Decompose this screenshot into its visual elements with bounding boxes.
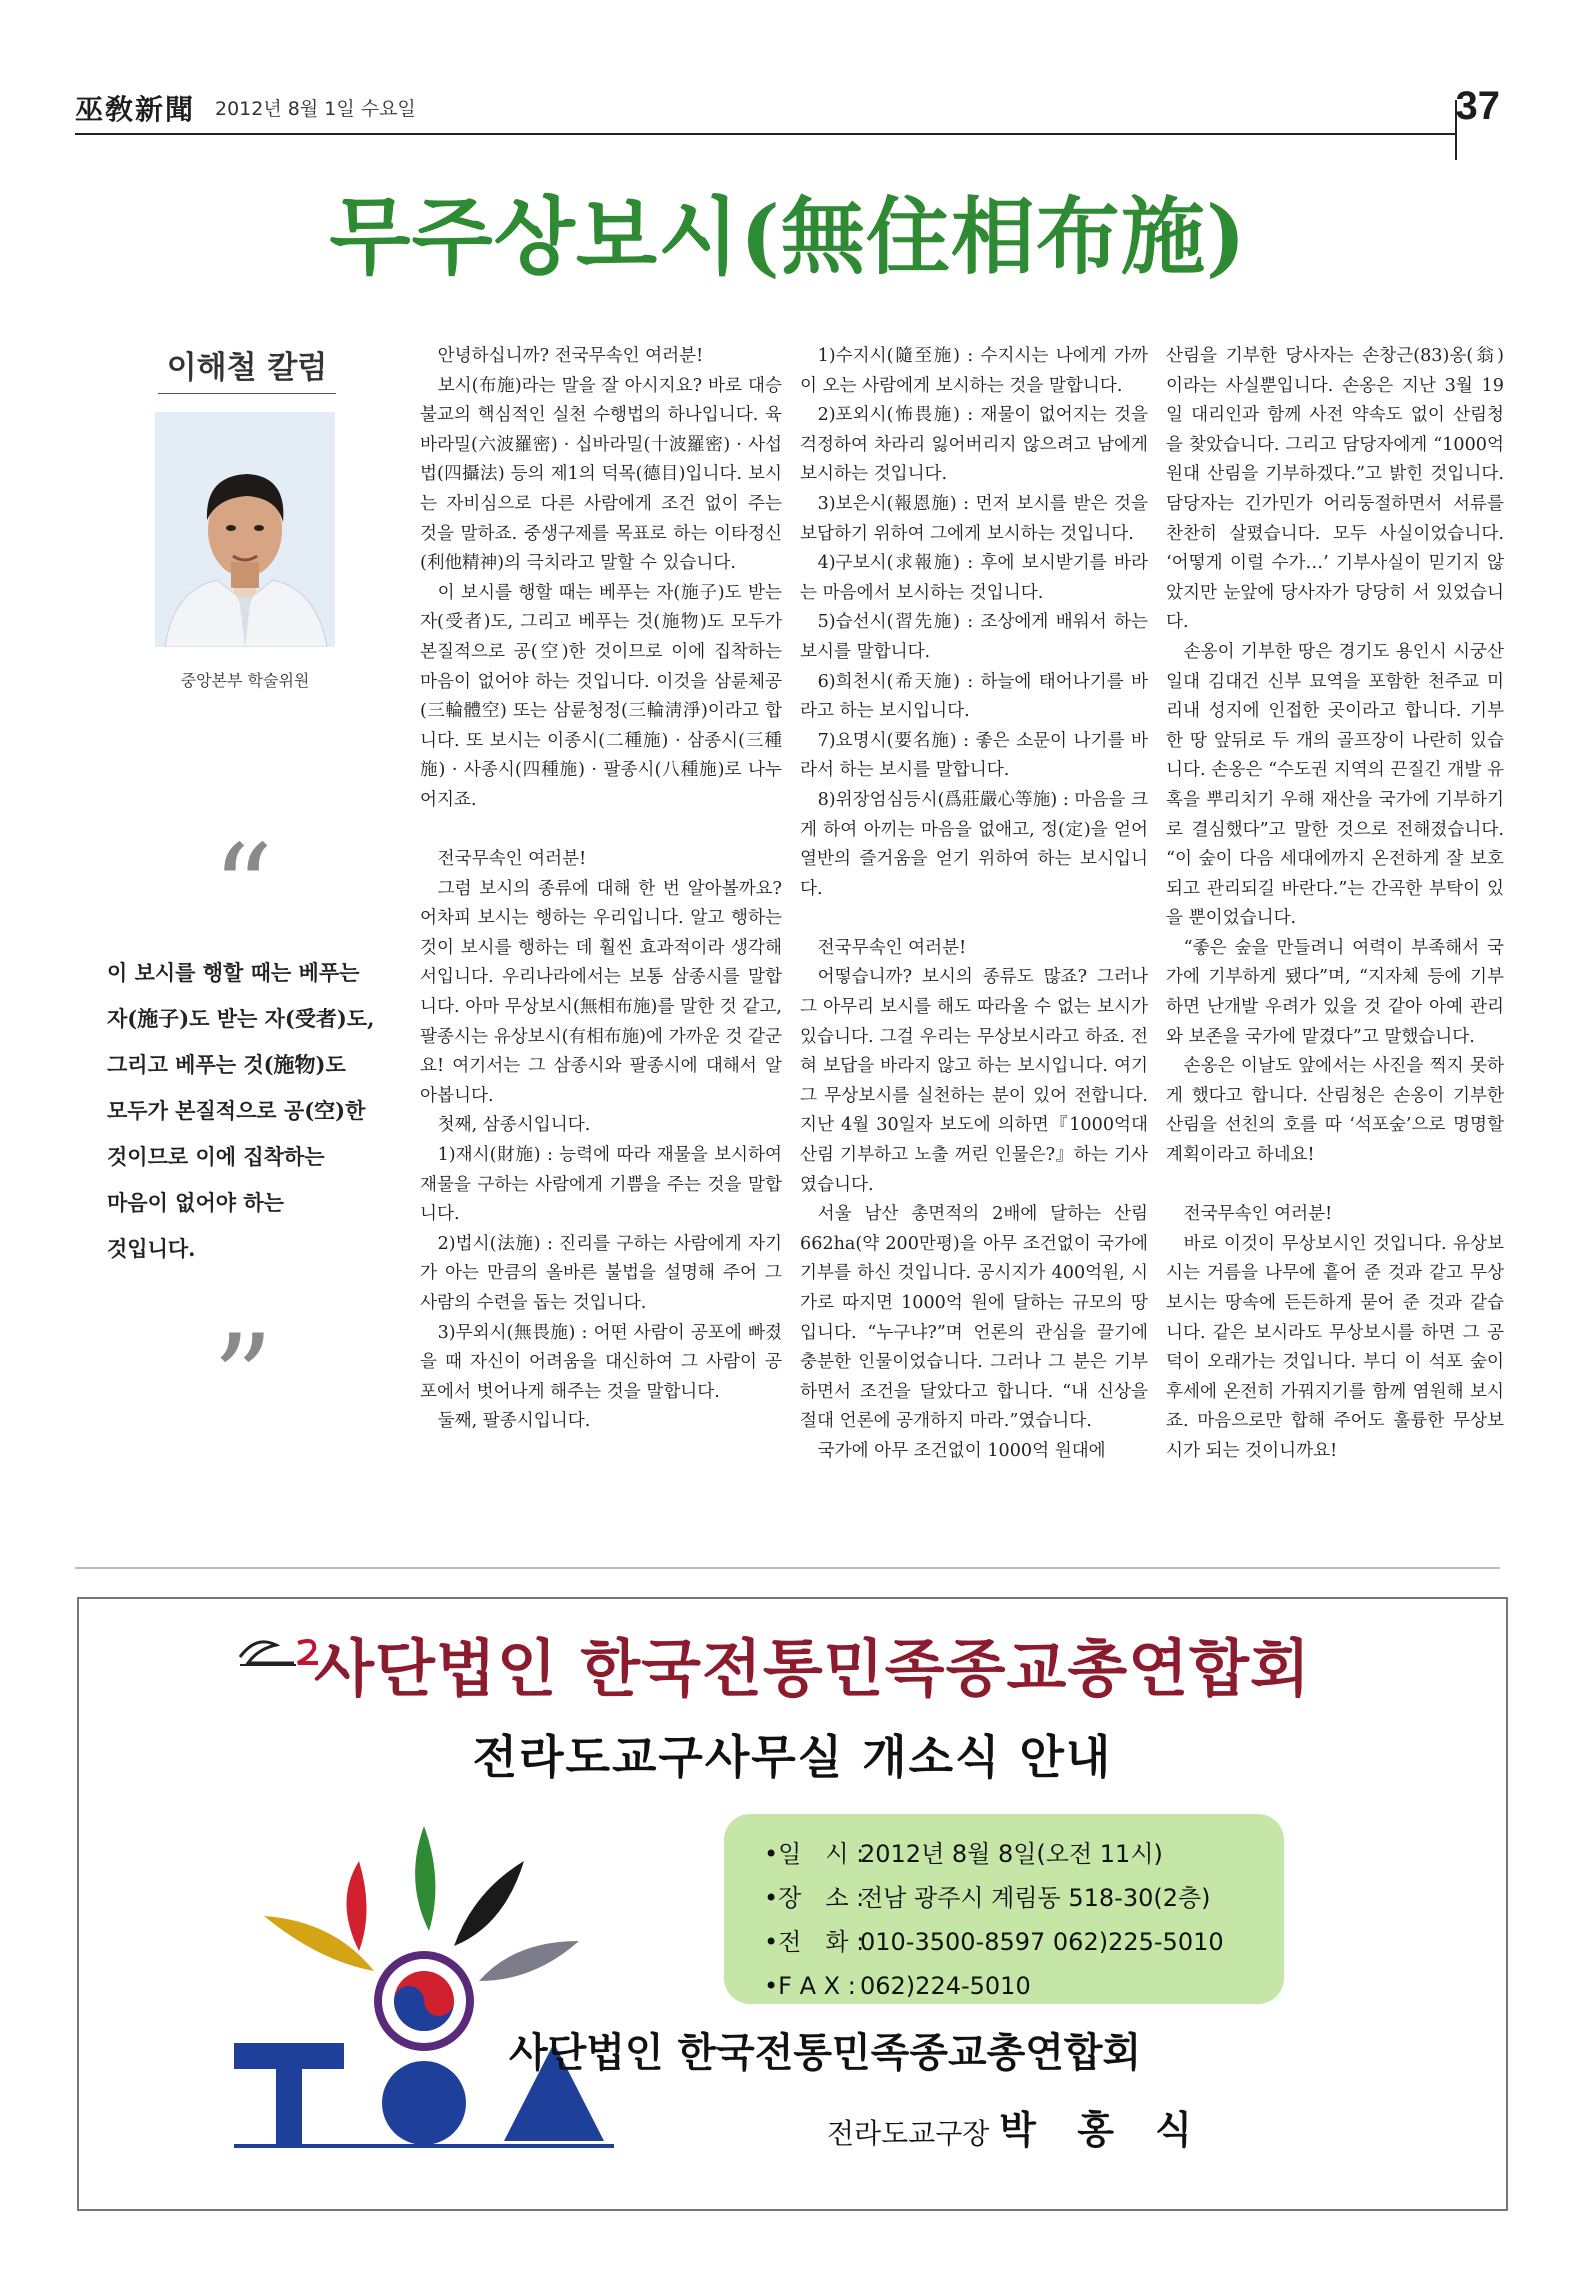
article-title: 무주상보시(無住相布施)	[329, 187, 1247, 286]
paragraph: 둘째, 팔종시입니다.	[437, 1411, 591, 1432]
advertisement-box	[77, 1597, 1508, 2211]
article-column-2	[800, 342, 1148, 1467]
paragraph: 2)법시(法施) : 진리를 구하는 사람에게 자기가 아는 만큼의 올바른 불법을 설명해 주어 그 사람의 수련을 돕는 것입니다.	[420, 1233, 782, 1313]
paragraph: 전국무속인 여러분!	[437, 849, 587, 870]
event-phone-row	[764, 1920, 1284, 1964]
paragraph: 3)보은시(報恩施) : 먼저 보시를 받은 것을 보답하기 위하여 그에게 보시하는 것입니다.	[800, 493, 1148, 544]
section-divider	[75, 1567, 1500, 1569]
event-date-row	[764, 1832, 1284, 1876]
event-fax-value: 062)224-5010	[860, 1972, 1031, 2000]
event-fax-row	[764, 1964, 1284, 2008]
paragraph: 1)수지시(隨至施) : 수지시는 나에게 가까이 오는 사람에게 보시하는 것을 말합니다.	[800, 346, 1148, 396]
paragraph: 전국무속인 여러분!	[1183, 1204, 1333, 1225]
publication-date: 2012년 8월 1일 수요일	[215, 98, 416, 120]
pull-quote-line: 것입니다.	[107, 1236, 196, 1261]
event-phone-label: •전 화 :	[764, 1928, 865, 1956]
paper-name: 巫敎新聞	[75, 93, 196, 126]
paragraph-spacer	[800, 904, 1148, 934]
paragraph: 1)재시(財施) : 능력에 따라 재물을 보시하여 재물을 구하는 사람에게 기쁨을 주는 것을 말합니다.	[420, 1145, 782, 1225]
page-number: 37	[1455, 84, 1500, 128]
ad-signature	[827, 2099, 1206, 2154]
ad-subtitle: 전라도교구사무실 개소식 안내	[472, 1730, 1113, 1784]
paragraph: 바로 이것이 무상보시인 것입니다. 유상보시는 거름을 나무에 흩어 준 것과 같고 무상보시는 땅속에 든든하게 묻어 준 것과 같습니다. 같은 보시라도 무상보시를 하면 그 공덕이 오래가는 것입니다. 부디 이 석포 숲이 후세에 온전히 가꿔지기를 함께 염원해 보시죠. 마음으로만 합해 주어도 훌륭한 무상보시가 되는 것이니까요!	[1166, 1233, 1504, 1461]
pull-quote-line: 자(施子)도 받는 자(受者)도,	[107, 1006, 375, 1031]
paragraph: 3)무외시(無畏施) : 어떤 사람이 공포에 빠졌을 때 자신이 어려움을 대신하여 그 사람이 공포에서 벗어나게 해주는 것을 말합니다.	[420, 1322, 782, 1402]
ad-title: 사단법인 한국전통민족종교총연합회	[314, 1632, 1311, 1705]
paragraph: 4)구보시(求報施) : 후에 보시받기를 바라는 마음에서 보시하는 것입니다.	[800, 553, 1148, 603]
signature-name: 박 홍 식	[999, 2108, 1206, 2152]
masthead	[75, 84, 1500, 128]
pull-quote-line: 이 보시를 행할 때는 베푸는	[107, 960, 360, 985]
pull-quote	[107, 950, 377, 1272]
pull-quote-line: 것이므로 이에 집착하는	[107, 1144, 325, 1169]
paragraph: 손옹은 이날도 앞에서는 사진을 찍지 못하게 했다고 합니다. 산림청은 손옹이 기부한 산림을 선친의 호를 따 ‘석포숲’으로 명명할 계획이라고 하네요!	[1166, 1056, 1504, 1166]
header-rule	[75, 133, 1455, 135]
paragraph: 이 보시를 행할 때는 베푸는 자(施子)도 받는 자(受者)도, 그리고 베푸는 것(施物)도 모두가 본질적으로 공(空)한 것이므로 이에 집착하는 마음이 없어야 하는 것입니다. 이것을 삼륜체공(三輪體空) 또는 삼륜청정(三輪淸淨)이라고 합니다. 또 보시는 이종시(二種施) · 삼종시(三種施) · 사종시(四種施) · 팔종시(八種施)로 나누어지죠.	[420, 582, 782, 810]
paragraph: 5)습선시(習先施) : 조상에게 배워서 하는 보시를 말합니다.	[800, 612, 1148, 662]
event-fax-label: •F A X :	[764, 1972, 856, 2000]
event-date-label: •일 시 :	[764, 1840, 865, 1868]
paragraph: 전국무속인 여러분!	[817, 937, 967, 958]
paragraph: 보시(布施)라는 말을 잘 아시지요? 바로 대승불교의 핵심적인 실천 수행법의 하나입니다. 육바라밀(六波羅密) · 십바라밀(十波羅密) · 사섭법(四攝法) 등의 제1의 덕목(德目)입니다. 보시는 자비심으로 다른 사람에게 조건 없이 주는 것을 말하죠. 중생구제를 목표로 하는 이타정신(利他精神)의 극치라고 말할 수 있습니다.	[420, 375, 782, 574]
event-location-row	[764, 1876, 1284, 1920]
association-emblem-icon	[224, 1821, 624, 2151]
paragraph-spacer	[420, 816, 782, 846]
paragraph-spacer	[1166, 1171, 1504, 1201]
paragraph: 8)위장엄심등시(爲莊嚴心等施) : 마음을 크게 하여 아끼는 마음을 없애고, 정(定)을 얻어 열반의 즐거움을 얻기 위하여 하는 보시입니다.	[800, 789, 1148, 899]
paragraph: 그럼 보시의 종류에 대해 한 번 알아볼까요? 어차피 보시는 행하는 우리입니다. 알고 행하는 것이 보시를 행하는 데 훨씬 효과적이라 생각해서입니다. 우리나라에서는 보통 삼종시를 말합니다. 아마 무상보시(無相布施)를 말한 것 같고, 팔종시는 유상보시(有相布施)에 가까운 것 같군요! 여기서는 그 삼종시와 팔종시에 대해서 알아봅니다.	[420, 878, 782, 1106]
signature-title: 전라도교구장	[827, 2117, 990, 2150]
header-rule-vertical	[1455, 100, 1457, 160]
paragraph: 7)요명시(要名施) : 좋은 소문이 나기를 바라서 하는 보시를 말합니다.	[800, 730, 1148, 781]
ad-organization-name: 사단법인 한국전통민족종교총연합회	[509, 2029, 1142, 2076]
article-column-3	[1166, 342, 1504, 1467]
event-location-label: •장 소 :	[764, 1884, 865, 1912]
paragraph: 손옹이 기부한 땅은 경기도 용인시 시궁산 일대 김대건 신부 묘역을 포함한 천주교 미리내 성지에 인접한 곳이라고 합니다. 기부한 땅 앞뒤로 두 개의 골프장이 나란히 있습니다. 손옹은 “수도권 지역의 끈질긴 개발 유혹을 뿌리치기 우해 재산을 국가에 기부하기로 결심했다”고 말한 것으로 전해졌습니다. “이 숲이 다음 세대에까지 온전하게 잘 보호되고 관리되길 바란다.”는 간곡한 부탁이 있을 뿐이었습니다.	[1166, 641, 1504, 929]
event-info-box	[724, 1814, 1284, 2004]
author-photo	[155, 412, 335, 647]
pull-quote-line: 그리고 베푸는 것(施物)도	[107, 1052, 346, 1077]
event-date-value: 2012년 8월 8일(오전 11시)	[860, 1840, 1163, 1868]
article-column-1	[420, 342, 782, 1437]
author-portrait-icon	[155, 412, 335, 647]
paragraph: “좋은 숲을 만들려니 여력이 부족해서 국가에 기부하게 됐다”며, “지자체 등에 기부하면 난개발 우려가 있을 것 같아 아예 관리와 보존을 국가에 맡겼다”고 말했습니다.	[1166, 937, 1504, 1047]
column-byline: 이해철 칼럼	[158, 342, 336, 394]
pull-quote-line: 모두가 본질적으로 공(空)한	[107, 1098, 366, 1123]
photo-caption: 중앙본부 학술위원	[180, 671, 310, 690]
paragraph: 2)포외시(怖畏施) : 재물이 없어지는 것을 걱정하여 차라리 잃어버리지 않으려고 남에게 보시하는 것입니다.	[800, 405, 1148, 485]
close-quote-icon: ”	[212, 1310, 274, 1449]
paragraph: 산림을 기부한 당사자는 손창근(83)옹(翁)이라는 사실뿐입니다. 손옹은 지난 3월 19일 대리인과 함께 사전 약속도 없이 산림청을 찾았습니다. 그리고 담당자에게 “1000억 원대 산림을 기부하겠다.”고 밝힌 것입니다. 담당자는 긴가민가 어리둥절하면서 서류를 찬찬히 살폈습니다. 모두 사실이었습니다. ‘어떻게 이럴 수가…’ 기부사실이 믿기지 않았지만 눈앞에 당사자가 당당히 서 있었습니다.	[1166, 346, 1504, 633]
event-phone-value: 010-3500-8597 062)225-5010	[860, 1928, 1224, 1956]
paragraph: 안녕하십니까? 전국무속인 여러분!	[437, 346, 704, 366]
pull-quote-line: 마음이 없어야 하는	[107, 1190, 284, 1215]
paragraph: 국가에 아무 조건없이 1000억 원대에	[817, 1440, 1106, 1461]
open-quote-icon: “	[212, 820, 274, 959]
paragraph: 어떻습니까? 보시의 종류도 많죠? 그러나 그 아무리 보시를 해도 따라올 수 없는 보시가 있습니다. 그걸 우리는 무상보시라고 하죠. 전혀 보답을 바라지 않고 하는 보시입니다. 여기 그 무상보시를 실천하는 분이 있어 전합니다. 지난 4월 30일자 보도에 의하면『1000억대 산림 기부하고 노출 꺼린 인물은?』하는 기사였습니다.	[800, 967, 1148, 1195]
paragraph: 서울 남산 총면적의 2배에 달하는 산림 662ha(약 200만평)을 아무 조건없이 국가에 기부를 하신 것입니다. 공시지가 400억원, 시가로 따지면 1000억 원에 달하는 규모의 땅입니다. “누구냐?”며 언론의 관심을 끌기에 충분한 인물이었습니다. 그러나 그 분은 기부하면서 조건을 달았다고 합니다. “내 신상을 절대 언론에 공개하지 마라.”였습니다.	[800, 1204, 1148, 1432]
paragraph: 첫째, 삼종시입니다.	[437, 1115, 591, 1136]
event-location-value: 전남 광주시 계림동 518-30(2층)	[860, 1884, 1211, 1912]
paragraph: 6)희천시(希天施) : 하늘에 태어나기를 바라고 하는 보시입니다.	[800, 671, 1148, 722]
